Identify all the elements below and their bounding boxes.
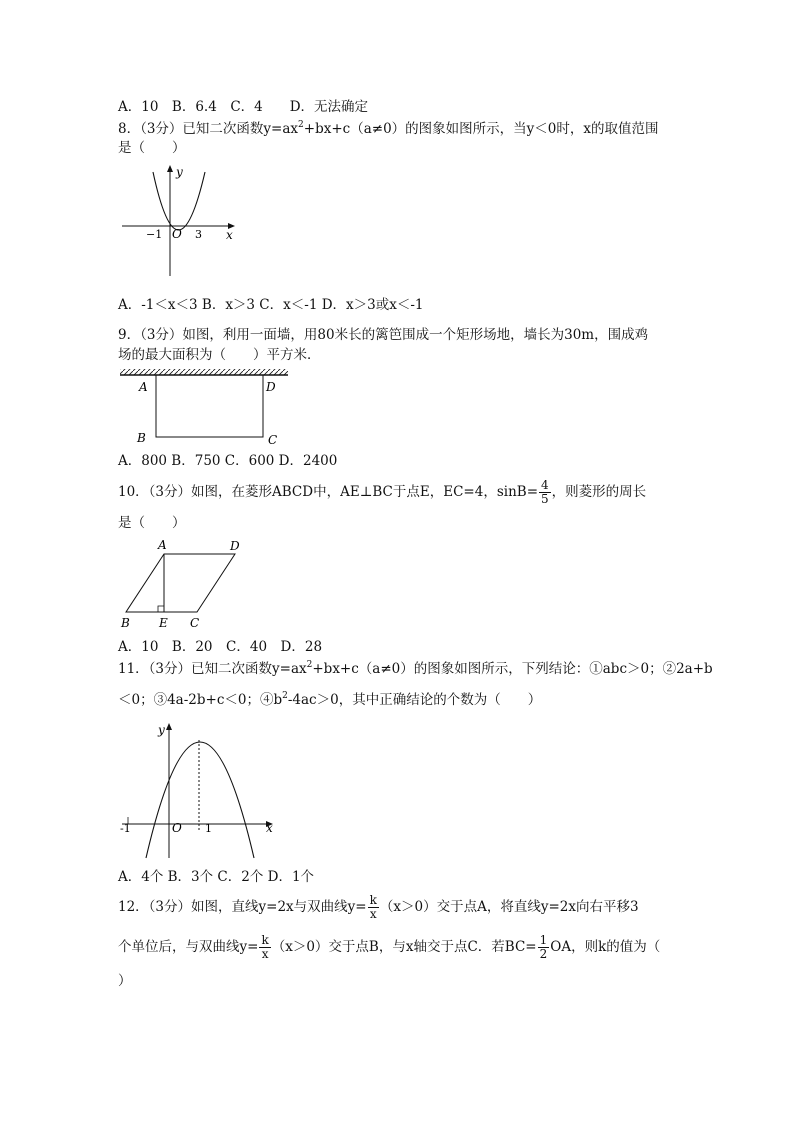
q8-stem-line2: 是（ ） xyxy=(118,140,186,156)
q9-label-c: C xyxy=(268,433,278,447)
q12-stem-line1: 12．（3分）如图，直线y=2x与双曲线y= $\frac{k}{x}$ （x＞0）交于点A，将直线y=2x向右平移3 xyxy=(118,893,639,921)
q10-options: A．10 B．20 C．40 D．28 xyxy=(118,639,323,655)
q8-x-axis-label: x xyxy=(226,228,233,242)
q10-fraction: $\frac{4}{5}$ xyxy=(541,478,549,506)
q9-rectangle-figure xyxy=(118,366,293,448)
q11-y-axis-label: y xyxy=(158,723,165,737)
q12-fraction-k-x-1: $\frac{k}{x}$ xyxy=(369,893,377,921)
q10-stem-line2: 是（ ） xyxy=(118,515,186,531)
q11-parabola-figure xyxy=(118,720,278,862)
q9-label-a: A xyxy=(139,380,148,394)
q8-stem-line1: 8．（3分）已知二次函数$y=ax^2+bx+c(a\ne 0)$的图象如图所示，当y＜0时，x的取值范围 xyxy=(118,120,659,137)
q8-options: A．-1＜x＜3 B．x＞3 C．x＜-1 D．x＞3或x＜-1 xyxy=(118,297,424,313)
q9-stem-line1: 9．（3分）如图，利用一面墙，用80米长的篱笆围成一个矩形场地，墙长为30m，围成鸡 xyxy=(118,327,649,343)
q11-stem-line1: 11．（3分）已知二次函数$y=ax^2+bx+c(a\ne 0)$的图象如图所示，下列结论：①abc＞0；②2a+b xyxy=(118,660,713,677)
q8-three-label: 3 xyxy=(195,228,202,241)
q9-options: A．800 B．750 C．600 D．2400 xyxy=(118,453,338,469)
q8-neg1-label: −1 xyxy=(146,228,163,241)
q8-origin-label: O xyxy=(172,227,182,241)
q10-label-a: A xyxy=(158,538,167,552)
q9-label-d: D xyxy=(266,380,276,394)
q7-options: A．10 B．6.4 C．4 D．无法确定 xyxy=(118,99,369,115)
q9-label-b: B xyxy=(137,431,146,445)
q8-parabola-figure xyxy=(118,164,238,279)
q12-fraction-k-x-2: $\frac{k}{x}$ xyxy=(261,933,269,961)
q11-one-label: 1 xyxy=(205,822,212,835)
wall-hatching xyxy=(120,369,288,375)
q8-y-axis-label: y xyxy=(176,165,183,179)
q12-stem-line3: ） xyxy=(118,973,132,989)
q11-neg1-label: -1 xyxy=(120,822,131,835)
q10-label-b: B xyxy=(121,616,130,630)
q11-options: A．4个 B．3个 C．2个 D．1个 xyxy=(118,869,315,885)
q12-stem-line2: 个单位后，与双曲线y= $\frac{k}{x}$ （x＞0）交于点B，与x轴交于点C．若BC= $\frac{1}{2}$ OA，则k的值为（ xyxy=(118,933,661,961)
q10-label-d: D xyxy=(230,539,240,553)
q10-rhombus-figure xyxy=(118,536,248,631)
q11-x-axis-label: x xyxy=(266,821,273,835)
q10-stem-line1: 10．（3分）如图，在菱形ABCD中，AE⊥BC于点E，EC=4，sinB= $\frac{4}{5}$ ，则菱形的周长 xyxy=(118,478,647,506)
q11-stem-line2: ＜0；③4a-2b+c＜0；$④b^2-4ac>0$，其中正确结论的个数为（ ） xyxy=(118,691,542,708)
q10-label-e: E xyxy=(159,616,168,630)
q12-fraction-half: $\frac{1}{2}$ xyxy=(539,933,548,961)
q9-stem-line2: 场的最大面积为（ ）平方米． xyxy=(118,347,321,363)
q10-label-c: C xyxy=(190,616,200,630)
q11-origin-label: O xyxy=(172,821,182,835)
